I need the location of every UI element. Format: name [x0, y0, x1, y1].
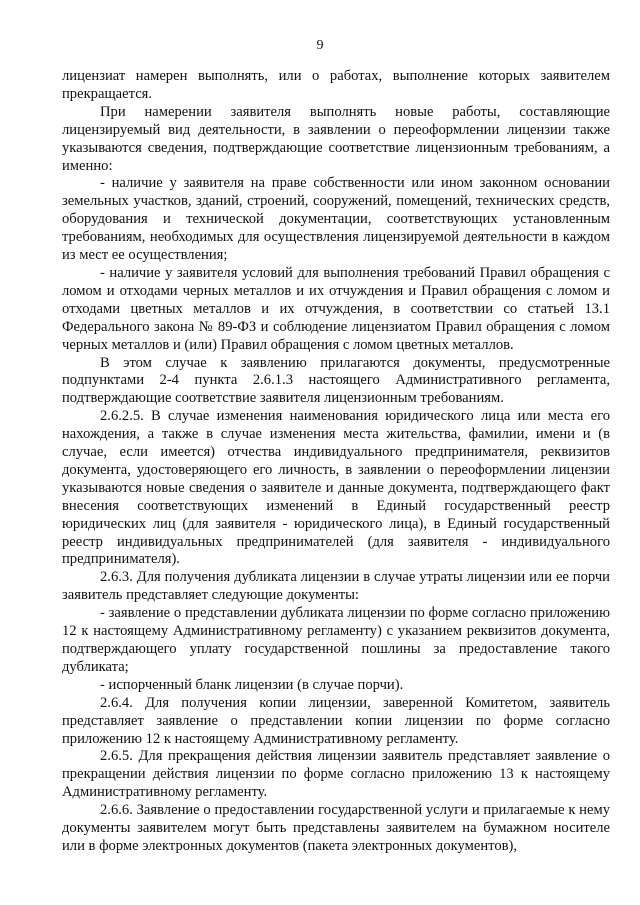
- section-2-6-4: 2.6.4. Для получения копии лицензии, заверенной Комитетом, заявитель представляет заявление о представлении копии лицензии по форме согласно приложению 12 к настоящему Административному регламенту.: [62, 694, 610, 747]
- paragraph-3: В этом случае к заявлению прилагаются документы, предусмотренные подпунктами 2-4 пункта 2.6.1.3 настоящего Административного регламента, подтверждающие соответствие заявителя лицензионным требованиям.: [62, 354, 610, 407]
- section-2-6-6: 2.6.6. Заявление о предоставлении государственной услуги и прилагаемые к нему документы заявителем могут быть представлены заявителем на бумажном носителе или в форме электронных документов (пакета электронных документов),: [62, 802, 610, 854]
- paragraph-2: При намерении заявителя выполнять новые работы, составляющие лицензируемый вид деятельности, в заявлении о переоформлении лицензии также указываются сведения, подтверждающие соответствие лицензионным требованиям, а именно:: [62, 103, 610, 174]
- document-body: [62, 68, 610, 856]
- list-item-2: - наличие у заявителя условий для выполнения требований Правил обращения с ломом и отходами черных металлов и их отчуждения и Правил обращения с ломом и отходами цветных металлов и их отчуждения, в соответствии со статьей 13.1 Федерального закона № 89-ФЗ и соблюдение лицензиатом Правил обращения с ломом черных металлов и (или) Правил обращения с ломом цветных металлов.: [62, 264, 610, 353]
- section-2-6-3: 2.6.3. Для получения дубликата лицензии в случае утраты лицензии или ее порчи заявитель представляет следующие документы:: [62, 569, 610, 604]
- page-number: 9: [316, 38, 324, 53]
- section-2-6-5: 2.6.5. Для прекращения действия лицензии заявитель представляет заявление о прекращении действия лицензии по форме согласно приложению 13 к настоящему Административному регламенту.: [62, 748, 610, 801]
- section-2-6-2-5: 2.6.2.5. В случае изменения наименования юридического лица или места его нахождения, а также в случае изменения места жительства, фамилии, имени и (в случае, если имеется) отчества индивидуального предпринимателя, реквизитов документа, удостоверяющего его личность, в заявлении о переоформлении лицензии указываются новые сведения о заявителе и данные документа, подтверждающего факт внесения соответствующих изменений в Единый государственный реестр юридических лиц (для заявителя - юридического лица), в Единый государственный реестр индивидуальных предпринимателей (для заявителя - индивидуального предпринимателя).: [62, 408, 610, 568]
- list-item-1: - наличие у заявителя на праве собственности или ином законном основании земельных участков, зданий, строений, сооружений, помещений, технических средств, оборудования и технической документации, соответствующих установленным требованиям, необходимых для осуществления лицензируемой деятельности в каждом из мест ее осуществления;: [62, 175, 610, 264]
- list-item-3: - заявление о представлении дубликата лицензии по форме согласно приложению 12 к настоящему Административному регламенту) с указанием реквизитов документа, подтверждающего уплату государственной пошлины за предоставление такого дубликата;: [62, 605, 610, 675]
- list-item-4: - испорченный бланк лицензии (в случае порчи).: [100, 676, 404, 693]
- paragraph-1: лицензиат намерен выполнять, или о работах, выполнение которых заявителем прекращается.: [62, 68, 610, 102]
